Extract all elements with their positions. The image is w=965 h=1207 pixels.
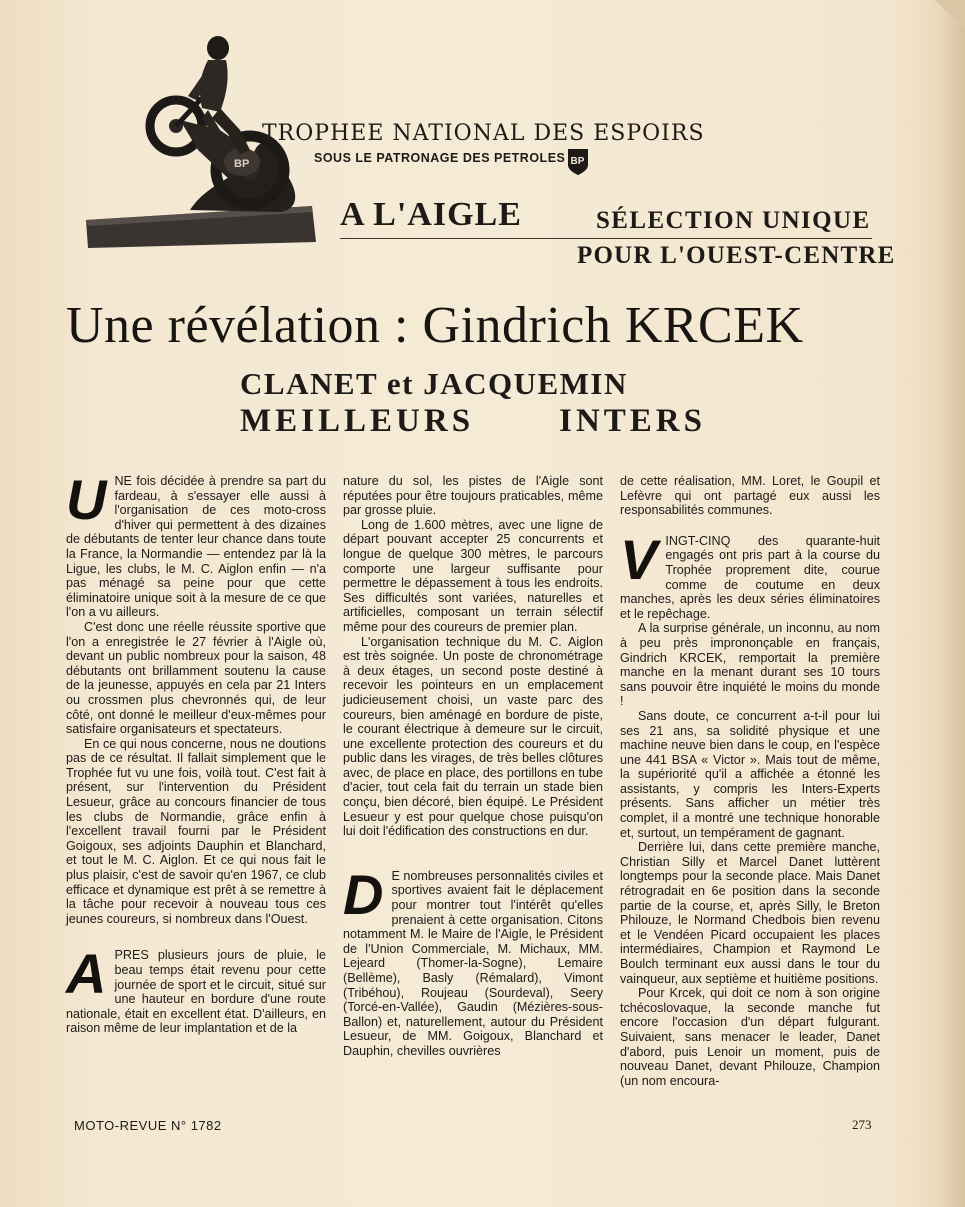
paragraph: Derrière lui, dans cette première manche, Christian Silly et Marcel Danet luttèrent longtemps pour la seconde place. Mais Danet rétrogradait en 6e position dans la seconde partie de la course, et, après Silly, le Breton Philouze, le Normand Chedbois bien revenu et le Vendéen Picard occupaient les places intermédiaires, Champion et Raymond Le Boulch terminant eux aussi dans le tour du vainqueur, aux septième et huitième positions. — [620, 840, 880, 986]
paragraph: C'est donc une réelle réussite sportive que l'on a enregistrée le 27 février à l'Aigle où, devant un public nombreux pour la saison, 48 débutants ont brillamment soutenu la cause de la jeunesse, appuyés en cela par 21 Inters ou crossmen plus chevronnés qui, de leur côté, ont donné le meilleur d'eux-mêmes pour satisfaire organisateurs et spectateurs. — [66, 619, 326, 737]
article-column-2 — [343, 474, 603, 1059]
paragraph-text: PRES plusieurs jours de pluie, le beau temps était revenu pour cette journée de sport et le circuit, situé sur une hauteur en bordure d'une route nationale, était en excellent état. D'ailleurs, en raison même de leur implantation et de la — [66, 948, 326, 1036]
page-edge-shadow — [937, 0, 965, 1207]
svg-text:BP: BP — [234, 158, 250, 170]
magazine-issue: MOTO-REVUE N° 1782 — [74, 1118, 222, 1133]
page-number: 273 — [852, 1117, 872, 1132]
dropcap: A — [66, 942, 107, 1006]
subheadline-2 — [240, 403, 706, 440]
paragraph: L'organisation technique du M. C. Aiglon est très soignée. Un poste de chronométrage à deux étages, un second poste destiné à recevoir les pointeurs en un emplacement judicieusement choisi, un vaste parc des coureurs, bien aménagé en bordure de piste, le courant électrique à demeure sur le circuit, une excellente protection des coureurs et du public dans les virages, de très belles clôtures avec, de place en place, des portillons en tube d'acier, tout cela fait du terrain un stade bien conçu, bien décoré, bien équipé. Le Président Lesueur y est pour quelque chose puisqu'on lui doit l'édification des constructions en dur. — [343, 634, 603, 839]
dropcap: D — [343, 862, 384, 926]
paragraph — [66, 942, 326, 1036]
paragraph-text: NE fois décidée à prendre sa part du fardeau, à s'essayer elle aussi à l'organisation de ces moto-cross d'hiver qui permettent à des dizaines de débutants de tenter leur chance dans toute la France, la Normandie — entendez par là la Ligue, les clubs, le M. C. Aiglon enfin — n'a pas ménagé sa peine pour que cette éliminatoire unique soit à la mesure de ce que l'on a vu ailleurs. — [66, 474, 326, 620]
bp-shield-logo — [566, 147, 590, 177]
article-column-3 — [620, 474, 880, 1088]
subheadline-1: CLANET et JACQUEMIN — [240, 366, 628, 401]
paragraph: Sans doute, ce concurrent a-t-il pour lui ses 21 ans, sa solidité physique et une machine neuve bien dans le coup, en l'espèce une 441 BSA « Victor ». Mais tout de même, la supériorité qu'il a affichée a étonné les assistants, y compris les Inters-Experts présents. Sans afficher un métier très complet, il a montré une technique honorable et, surtout, un tempérament de gagnant. — [620, 708, 880, 840]
svg-text:BP: BP — [570, 156, 585, 167]
paragraph: de cette réalisation, MM. Loret, le Goupil et Lefèvre qui ont partagé eux aussi les responsabilités communes. — [620, 474, 880, 518]
subheadline-2-word-1: MEILLEURS — [240, 403, 475, 439]
location-title: A L'AIGLE — [340, 196, 522, 233]
paragraph: nature du sol, les pistes de l'Aigle sont réputées pour être toujours praticables, même par grosse pluie. — [343, 474, 603, 518]
paragraph-text: INGT-CINQ des quarante-huit engagés ont pris part à la course du Trophée proprement dite, courue comme de coutume en deux manches, après les deux séries éliminatoires et le repêchage. — [620, 533, 880, 621]
dropcap: V — [620, 527, 658, 591]
paragraph — [620, 527, 880, 622]
paragraph — [66, 468, 326, 620]
selection-line-1: SÉLECTION UNIQUE — [596, 207, 871, 234]
headline: Une révélation : Gindrich KRCEK — [66, 297, 804, 354]
selection-line-2: POUR L'OUEST-CENTRE — [577, 242, 896, 269]
paragraph: En ce qui nous concerne, nous ne doutions pas de ce résultat. Il fallait simplement que le Trophée fut vu une fois, voilà tout. C'est fait à présent, sur l'intervention du Président Lesueur, grâce au concours financier de tous les clubs de Normandie, grâce enfin à l'excellent travail fourni par le Président Goigoux, ses adjoints Dauphin et Blanchard, et tout le M. C. Aiglon. Et ce qui nous fait le plus plaisir, c'est de savoir qu'en 1967, ce club efficace et dynamique est prêt à se remettre à la tâche pour recevoir à nouveau tous ces jeunes coureurs, si nombreux dans l'Ouest. — [66, 736, 326, 926]
paragraph: Long de 1.600 mètres, avec une ligne de départ pouvant accepter 25 concurrents et longue de quelque 300 mètres, le parcours comporte une largeur suffisante pour permettre le dépassement à tous les endroits. Ses difficultés sont variées, naturelles et artificielles, composant un terrain sélectif même pour des coureurs de premier plan. — [343, 517, 603, 634]
paragraph: Pour Krcek, qui doit ce nom à son origine tchécoslovaque, la seconde manche fut encore l'occasion d'un départ fulgurant. Suivaient, sans menacer le leader, Danet d'abord, puis Lenoir un moment, puis de nouveau Danet, devant Philouze, Champion (un nom encoura- — [620, 986, 880, 1088]
paragraph-text: E nombreuses personnalités civiles et sportives avaient fait le déplacement pour montrer tout l'intérêt qu'elles prenaient à cette organisation. Citons notamment M. le Maire de l'Aigle, le Président de l'Union Commerciale, M. Michaux, MM. Lejeard (Thomer-la-Sogne), Lemaire (Bellème), Basly (Rémalard), Vimont (Tribéhou), Roujeau (Sourdeval), Seery (Torcé-en-Vallée), Gaudin (Mézières-sous-Ballon) et, naturellement, autour du Président Lesueur, de MM. Goigoux, Blanchard et Dauphin, chevilles ouvrières — [343, 868, 603, 1058]
paragraph — [343, 862, 603, 1059]
subheadline-2-word-2: INTERS — [559, 403, 706, 439]
trophy-subtitle: SOUS LE PATRONAGE DES PETROLES — [314, 151, 566, 165]
header-rule — [340, 238, 872, 239]
trophy-title: TROPHEE NATIONAL DES ESPOIRS — [262, 121, 705, 146]
page-corner-fold — [935, 0, 965, 30]
dropcap: U — [66, 468, 107, 531]
article-column-1 — [66, 468, 326, 1036]
paragraph: A la surprise générale, un inconnu, au nom à peu près imprononçable en français, Gindrich KRCEK, remportait la première manche en la menant durant ses 10 tours sans pouvoir être inquiété le moins du monde ! — [620, 621, 880, 709]
